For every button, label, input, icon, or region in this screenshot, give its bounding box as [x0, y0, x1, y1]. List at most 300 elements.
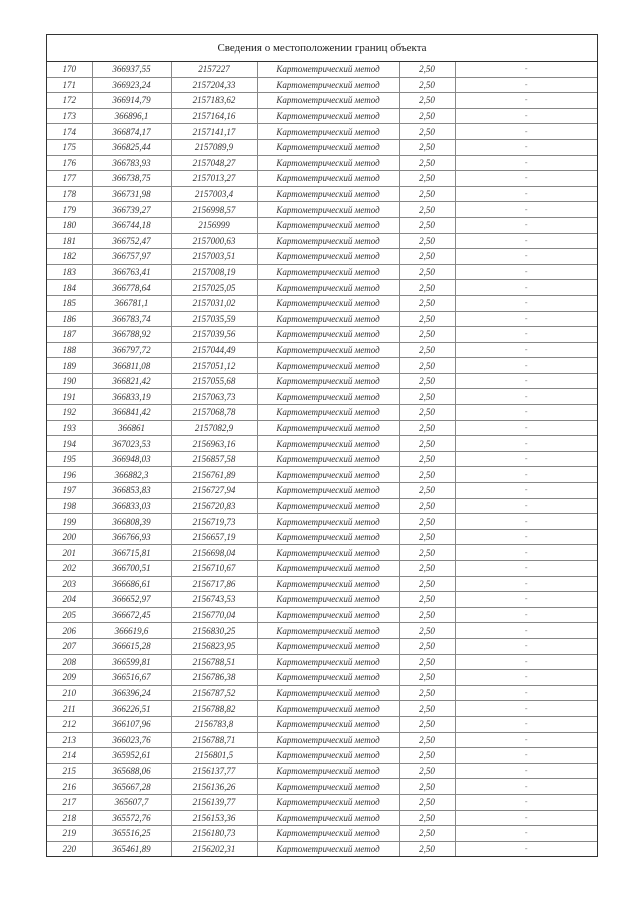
y-coordinate-cell: 2156153,36: [171, 810, 257, 826]
x-coordinate-cell: 366861: [92, 420, 171, 436]
y-coordinate-cell: 2156717,86: [171, 576, 257, 592]
table-row: [47, 545, 597, 561]
description-cell: -: [455, 794, 597, 810]
accuracy-cell: 2,50: [399, 841, 455, 856]
table-row: [47, 358, 597, 374]
point-number-cell: 185: [47, 295, 92, 311]
point-number-cell: 211: [47, 701, 92, 717]
method-cell: Картометрический метод: [257, 483, 399, 499]
description-cell: -: [455, 529, 597, 545]
x-coordinate-cell: 366914,79: [92, 93, 171, 109]
table-row: [47, 561, 597, 577]
table-row: [47, 623, 597, 639]
x-coordinate-cell: 366778,64: [92, 280, 171, 296]
point-number-cell: 209: [47, 670, 92, 686]
y-coordinate-cell: 2156998,57: [171, 202, 257, 218]
x-coordinate-cell: 366808,39: [92, 514, 171, 530]
table-row: [47, 420, 597, 436]
point-number-cell: 188: [47, 342, 92, 358]
accuracy-cell: 2,50: [399, 249, 455, 265]
accuracy-cell: 2,50: [399, 483, 455, 499]
y-coordinate-cell: 2156788,51: [171, 654, 257, 670]
method-cell: Картометрический метод: [257, 62, 399, 77]
method-cell: Картометрический метод: [257, 233, 399, 249]
table-row: [47, 108, 597, 124]
table-row: [47, 295, 597, 311]
method-cell: Картометрический метод: [257, 77, 399, 93]
y-coordinate-cell: 2157141,17: [171, 124, 257, 140]
y-coordinate-cell: 2157044,49: [171, 342, 257, 358]
accuracy-cell: 2,50: [399, 93, 455, 109]
method-cell: Картометрический метод: [257, 93, 399, 109]
x-coordinate-cell: 365667,28: [92, 779, 171, 795]
table-row: [47, 280, 597, 296]
y-coordinate-cell: 2156857,58: [171, 451, 257, 467]
point-number-cell: 220: [47, 841, 92, 856]
y-coordinate-cell: 2156786,38: [171, 670, 257, 686]
point-number-cell: 214: [47, 748, 92, 764]
y-coordinate-cell: 2157055,68: [171, 373, 257, 389]
table-row: [47, 62, 597, 77]
point-number-cell: 218: [47, 810, 92, 826]
accuracy-cell: 2,50: [399, 498, 455, 514]
method-cell: Картометрический метод: [257, 514, 399, 530]
description-cell: -: [455, 483, 597, 499]
x-coordinate-cell: 366781,1: [92, 295, 171, 311]
point-number-cell: 182: [47, 249, 92, 265]
x-coordinate-cell: 365572,76: [92, 810, 171, 826]
method-cell: Картометрический метод: [257, 280, 399, 296]
description-cell: -: [455, 670, 597, 686]
description-cell: -: [455, 311, 597, 327]
table-row: [47, 405, 597, 421]
description-cell: -: [455, 576, 597, 592]
method-cell: Картометрический метод: [257, 545, 399, 561]
description-cell: -: [455, 249, 597, 265]
table-row: [47, 826, 597, 842]
y-coordinate-cell: 2157039,56: [171, 327, 257, 343]
y-coordinate-cell: 2156180,73: [171, 826, 257, 842]
description-cell: -: [455, 685, 597, 701]
accuracy-cell: 2,50: [399, 202, 455, 218]
method-cell: Картометрический метод: [257, 405, 399, 421]
point-number-cell: 175: [47, 139, 92, 155]
y-coordinate-cell: 2156770,04: [171, 607, 257, 623]
accuracy-cell: 2,50: [399, 155, 455, 171]
accuracy-cell: 2,50: [399, 685, 455, 701]
method-cell: Картометрический метод: [257, 779, 399, 795]
x-coordinate-cell: 366783,93: [92, 155, 171, 171]
x-coordinate-cell: 366874,17: [92, 124, 171, 140]
table-row: [47, 748, 597, 764]
x-coordinate-cell: 366731,98: [92, 186, 171, 202]
accuracy-cell: 2,50: [399, 327, 455, 343]
accuracy-cell: 2,50: [399, 670, 455, 686]
x-coordinate-cell: 366788,92: [92, 327, 171, 343]
description-cell: -: [455, 77, 597, 93]
x-coordinate-cell: 366821,42: [92, 373, 171, 389]
x-coordinate-cell: 365952,61: [92, 748, 171, 764]
accuracy-cell: 2,50: [399, 810, 455, 826]
y-coordinate-cell: 2156202,31: [171, 841, 257, 856]
y-coordinate-cell: 2156830,25: [171, 623, 257, 639]
y-coordinate-cell: 2157008,19: [171, 264, 257, 280]
y-coordinate-cell: 2156719,73: [171, 514, 257, 530]
y-coordinate-cell: 2157051,12: [171, 358, 257, 374]
method-cell: Картометрический метод: [257, 701, 399, 717]
method-cell: Картометрический метод: [257, 576, 399, 592]
accuracy-cell: 2,50: [399, 295, 455, 311]
table-row: [47, 638, 597, 654]
description-cell: -: [455, 171, 597, 187]
point-number-cell: 192: [47, 405, 92, 421]
y-coordinate-cell: 2156787,52: [171, 685, 257, 701]
description-cell: -: [455, 467, 597, 483]
table-row: [47, 607, 597, 623]
y-coordinate-cell: 2156698,04: [171, 545, 257, 561]
table-title: Сведения о местоположении границ объекта: [47, 35, 597, 62]
method-cell: Картометрический метод: [257, 436, 399, 452]
method-cell: Картометрический метод: [257, 794, 399, 810]
method-cell: Картометрический метод: [257, 420, 399, 436]
description-cell: -: [455, 202, 597, 218]
description-cell: -: [455, 280, 597, 296]
y-coordinate-cell: 2156823,95: [171, 638, 257, 654]
description-cell: -: [455, 779, 597, 795]
boundary-table-sheet: [46, 34, 598, 857]
point-number-cell: 203: [47, 576, 92, 592]
table-row: [47, 202, 597, 218]
point-number-cell: 212: [47, 716, 92, 732]
accuracy-cell: 2,50: [399, 62, 455, 77]
method-cell: Картометрический метод: [257, 358, 399, 374]
x-coordinate-cell: 366841,42: [92, 405, 171, 421]
y-coordinate-cell: 2156783,8: [171, 716, 257, 732]
description-cell: -: [455, 451, 597, 467]
method-cell: Картометрический метод: [257, 264, 399, 280]
x-coordinate-cell: 366615,28: [92, 638, 171, 654]
x-coordinate-cell: 366766,93: [92, 529, 171, 545]
table-row: [47, 467, 597, 483]
method-cell: Картометрический метод: [257, 467, 399, 483]
method-cell: Картометрический метод: [257, 124, 399, 140]
y-coordinate-cell: 2157003,51: [171, 249, 257, 265]
description-cell: -: [455, 654, 597, 670]
table-row: [47, 810, 597, 826]
point-number-cell: 204: [47, 592, 92, 608]
description-cell: -: [455, 295, 597, 311]
point-number-cell: 189: [47, 358, 92, 374]
accuracy-cell: 2,50: [399, 233, 455, 249]
y-coordinate-cell: 2157082,9: [171, 420, 257, 436]
table-row: [47, 249, 597, 265]
x-coordinate-cell: 366833,19: [92, 389, 171, 405]
x-coordinate-cell: 366672,45: [92, 607, 171, 623]
description-cell: -: [455, 498, 597, 514]
table-row: [47, 389, 597, 405]
description-cell: -: [455, 514, 597, 530]
y-coordinate-cell: 2156727,94: [171, 483, 257, 499]
point-number-cell: 216: [47, 779, 92, 795]
description-cell: -: [455, 186, 597, 202]
point-number-cell: 176: [47, 155, 92, 171]
method-cell: Картометрический метод: [257, 763, 399, 779]
description-cell: -: [455, 763, 597, 779]
x-coordinate-cell: 367023,53: [92, 436, 171, 452]
table-row: [47, 592, 597, 608]
point-number-cell: 179: [47, 202, 92, 218]
table-row: [47, 763, 597, 779]
x-coordinate-cell: 366619,6: [92, 623, 171, 639]
accuracy-cell: 2,50: [399, 405, 455, 421]
method-cell: Картометрический метод: [257, 342, 399, 358]
table-row: [47, 124, 597, 140]
point-number-cell: 213: [47, 732, 92, 748]
table-row: [47, 327, 597, 343]
table-row: [47, 311, 597, 327]
point-number-cell: 173: [47, 108, 92, 124]
description-cell: -: [455, 342, 597, 358]
accuracy-cell: 2,50: [399, 389, 455, 405]
point-number-cell: 174: [47, 124, 92, 140]
accuracy-cell: 2,50: [399, 545, 455, 561]
description-cell: -: [455, 62, 597, 77]
table-row: [47, 685, 597, 701]
method-cell: Картометрический метод: [257, 592, 399, 608]
method-cell: Картометрический метод: [257, 841, 399, 856]
point-number-cell: 198: [47, 498, 92, 514]
description-cell: -: [455, 436, 597, 452]
accuracy-cell: 2,50: [399, 623, 455, 639]
accuracy-cell: 2,50: [399, 108, 455, 124]
description-cell: -: [455, 561, 597, 577]
point-number-cell: 195: [47, 451, 92, 467]
y-coordinate-cell: 2157063,73: [171, 389, 257, 405]
method-cell: Картометрический метод: [257, 108, 399, 124]
x-coordinate-cell: 366797,72: [92, 342, 171, 358]
y-coordinate-cell: 2157183,62: [171, 93, 257, 109]
table-row: [47, 217, 597, 233]
accuracy-cell: 2,50: [399, 358, 455, 374]
accuracy-cell: 2,50: [399, 561, 455, 577]
y-coordinate-cell: 2157000,63: [171, 233, 257, 249]
method-cell: Картометрический метод: [257, 716, 399, 732]
method-cell: Картометрический метод: [257, 670, 399, 686]
method-cell: Картометрический метод: [257, 607, 399, 623]
table-row: [47, 716, 597, 732]
accuracy-cell: 2,50: [399, 654, 455, 670]
table-row: [47, 576, 597, 592]
method-cell: Картометрический метод: [257, 638, 399, 654]
point-number-cell: 187: [47, 327, 92, 343]
point-number-cell: 210: [47, 685, 92, 701]
description-cell: -: [455, 389, 597, 405]
method-cell: Картометрический метод: [257, 389, 399, 405]
x-coordinate-cell: 366700,51: [92, 561, 171, 577]
y-coordinate-cell: 2156801,5: [171, 748, 257, 764]
y-coordinate-cell: 2157013,27: [171, 171, 257, 187]
method-cell: Картометрический метод: [257, 654, 399, 670]
table-row: [47, 794, 597, 810]
table-row: [47, 514, 597, 530]
point-number-cell: 184: [47, 280, 92, 296]
y-coordinate-cell: 2156963,16: [171, 436, 257, 452]
y-coordinate-cell: 2156137,77: [171, 763, 257, 779]
accuracy-cell: 2,50: [399, 436, 455, 452]
description-cell: -: [455, 93, 597, 109]
y-coordinate-cell: 2157164,16: [171, 108, 257, 124]
description-cell: -: [455, 139, 597, 155]
x-coordinate-cell: 366107,96: [92, 716, 171, 732]
accuracy-cell: 2,50: [399, 124, 455, 140]
point-number-cell: 171: [47, 77, 92, 93]
x-coordinate-cell: 365688,06: [92, 763, 171, 779]
accuracy-cell: 2,50: [399, 732, 455, 748]
x-coordinate-cell: 366652,97: [92, 592, 171, 608]
accuracy-cell: 2,50: [399, 514, 455, 530]
table-body: [47, 62, 597, 856]
description-cell: -: [455, 217, 597, 233]
accuracy-cell: 2,50: [399, 794, 455, 810]
method-cell: Картометрический метод: [257, 451, 399, 467]
x-coordinate-cell: 365461,89: [92, 841, 171, 856]
accuracy-cell: 2,50: [399, 77, 455, 93]
method-cell: Картометрический метод: [257, 249, 399, 265]
method-cell: Картометрический метод: [257, 623, 399, 639]
point-number-cell: 219: [47, 826, 92, 842]
y-coordinate-cell: 2156720,83: [171, 498, 257, 514]
description-cell: -: [455, 841, 597, 856]
description-cell: -: [455, 623, 597, 639]
point-number-cell: 201: [47, 545, 92, 561]
x-coordinate-cell: 366516,67: [92, 670, 171, 686]
accuracy-cell: 2,50: [399, 592, 455, 608]
accuracy-cell: 2,50: [399, 171, 455, 187]
accuracy-cell: 2,50: [399, 607, 455, 623]
table-row: [47, 171, 597, 187]
accuracy-cell: 2,50: [399, 529, 455, 545]
x-coordinate-cell: 366739,27: [92, 202, 171, 218]
table-row: [47, 233, 597, 249]
point-number-cell: 193: [47, 420, 92, 436]
y-coordinate-cell: 2157003,4: [171, 186, 257, 202]
y-coordinate-cell: 2157068,78: [171, 405, 257, 421]
description-cell: -: [455, 108, 597, 124]
point-number-cell: 194: [47, 436, 92, 452]
y-coordinate-cell: 2157025,05: [171, 280, 257, 296]
x-coordinate-cell: 366738,75: [92, 171, 171, 187]
description-cell: -: [455, 592, 597, 608]
accuracy-cell: 2,50: [399, 420, 455, 436]
method-cell: Картометрический метод: [257, 155, 399, 171]
point-number-cell: 186: [47, 311, 92, 327]
accuracy-cell: 2,50: [399, 701, 455, 717]
accuracy-cell: 2,50: [399, 264, 455, 280]
point-number-cell: 207: [47, 638, 92, 654]
x-coordinate-cell: 366744,18: [92, 217, 171, 233]
point-number-cell: 178: [47, 186, 92, 202]
x-coordinate-cell: 366853,83: [92, 483, 171, 499]
point-number-cell: 177: [47, 171, 92, 187]
method-cell: Картометрический метод: [257, 139, 399, 155]
description-cell: -: [455, 716, 597, 732]
description-cell: -: [455, 233, 597, 249]
table-row: [47, 654, 597, 670]
y-coordinate-cell: 2156999: [171, 217, 257, 233]
table-row: [47, 186, 597, 202]
accuracy-cell: 2,50: [399, 826, 455, 842]
accuracy-cell: 2,50: [399, 280, 455, 296]
point-number-cell: 190: [47, 373, 92, 389]
description-cell: -: [455, 810, 597, 826]
y-coordinate-cell: 2157031,02: [171, 295, 257, 311]
method-cell: Картометрический метод: [257, 171, 399, 187]
point-number-cell: 215: [47, 763, 92, 779]
method-cell: Картометрический метод: [257, 327, 399, 343]
point-number-cell: 205: [47, 607, 92, 623]
description-cell: -: [455, 701, 597, 717]
y-coordinate-cell: 2156788,71: [171, 732, 257, 748]
method-cell: Картометрический метод: [257, 498, 399, 514]
table-row: [47, 77, 597, 93]
y-coordinate-cell: 2156139,77: [171, 794, 257, 810]
point-number-cell: 202: [47, 561, 92, 577]
x-coordinate-cell: 366599,81: [92, 654, 171, 670]
x-coordinate-cell: 366226,51: [92, 701, 171, 717]
x-coordinate-cell: 366783,74: [92, 311, 171, 327]
description-cell: -: [455, 826, 597, 842]
y-coordinate-cell: 2157204,33: [171, 77, 257, 93]
table-row: [47, 841, 597, 856]
y-coordinate-cell: 2157035,59: [171, 311, 257, 327]
point-number-cell: 197: [47, 483, 92, 499]
method-cell: Картометрический метод: [257, 810, 399, 826]
x-coordinate-cell: 366752,47: [92, 233, 171, 249]
y-coordinate-cell: 2156743,53: [171, 592, 257, 608]
boundary-points-table: [47, 62, 597, 856]
y-coordinate-cell: 2157227: [171, 62, 257, 77]
point-number-cell: 196: [47, 467, 92, 483]
table-row: [47, 451, 597, 467]
x-coordinate-cell: 366896,1: [92, 108, 171, 124]
description-cell: -: [455, 124, 597, 140]
x-coordinate-cell: 366715,81: [92, 545, 171, 561]
accuracy-cell: 2,50: [399, 716, 455, 732]
y-coordinate-cell: 2157089,9: [171, 139, 257, 155]
method-cell: Картометрический метод: [257, 826, 399, 842]
description-cell: -: [455, 373, 597, 389]
description-cell: -: [455, 358, 597, 374]
table-row: [47, 732, 597, 748]
x-coordinate-cell: 366757,97: [92, 249, 171, 265]
table-row: [47, 701, 597, 717]
point-number-cell: 217: [47, 794, 92, 810]
description-cell: -: [455, 607, 597, 623]
method-cell: Картометрический метод: [257, 561, 399, 577]
point-number-cell: 180: [47, 217, 92, 233]
method-cell: Картометрический метод: [257, 202, 399, 218]
description-cell: -: [455, 748, 597, 764]
accuracy-cell: 2,50: [399, 451, 455, 467]
y-coordinate-cell: 2156657,19: [171, 529, 257, 545]
y-coordinate-cell: 2156788,82: [171, 701, 257, 717]
y-coordinate-cell: 2156710,67: [171, 561, 257, 577]
x-coordinate-cell: 366923,24: [92, 77, 171, 93]
description-cell: -: [455, 732, 597, 748]
description-cell: -: [455, 327, 597, 343]
point-number-cell: 181: [47, 233, 92, 249]
description-cell: -: [455, 264, 597, 280]
